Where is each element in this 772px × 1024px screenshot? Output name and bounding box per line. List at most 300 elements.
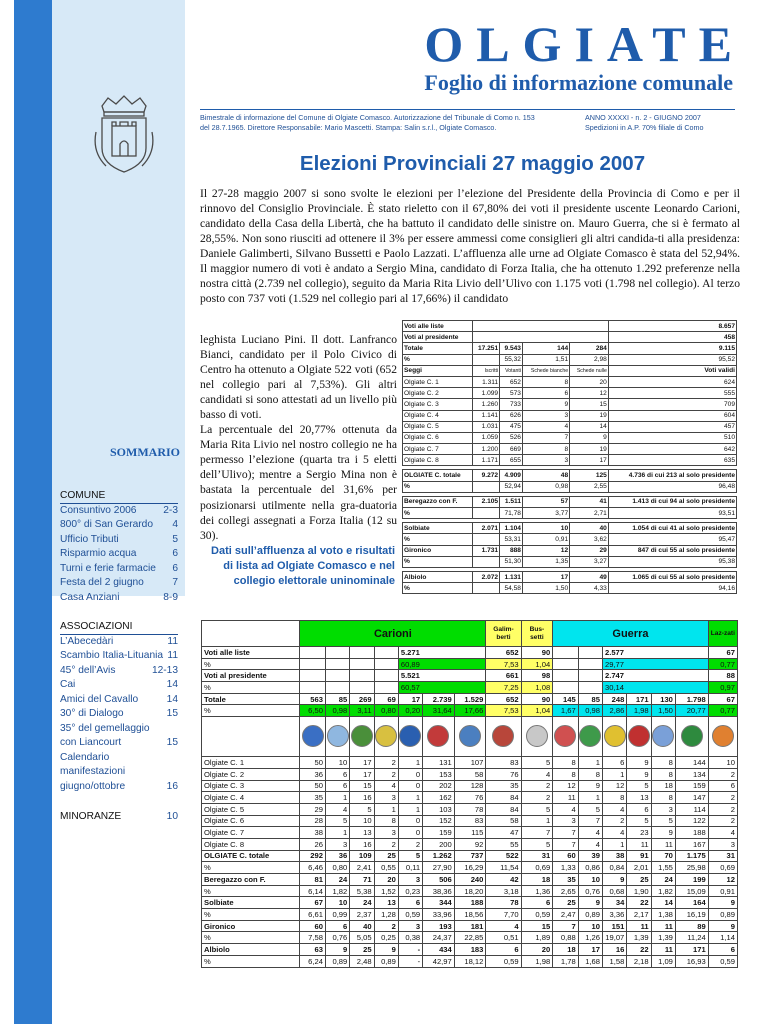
table-cell: 2,01 [627, 862, 651, 874]
table-cell: 1,08 [521, 682, 553, 694]
table-cell: 35 [486, 780, 521, 792]
contents-item[interactable] [60, 635, 178, 650]
contents-item[interactable] [60, 649, 178, 664]
table-cell: 24,37 [423, 932, 455, 944]
table-cell: 1.260 [472, 399, 499, 410]
table-cell: 0 [398, 780, 422, 792]
table-cell: 4 [603, 803, 627, 815]
table-cell-label: Olgiate C. 5 [202, 803, 300, 815]
table-cell: 2,47 [553, 909, 579, 921]
table-cell-label: Olgiate C. 8 [403, 455, 473, 466]
table-cell: 35 [553, 874, 579, 886]
table-cell: 38,36 [423, 885, 455, 897]
table-cell: 13 [627, 792, 651, 804]
table-cell: 292 [300, 850, 326, 862]
table-cell: 29 [570, 545, 609, 556]
table-cell: 2 [521, 792, 553, 804]
table-cell: 1,98 [627, 705, 651, 717]
table-cell: 115 [454, 827, 486, 839]
table-cell-value: 847 di cui 55 al solo presidente [608, 545, 736, 556]
table-cell: 25 [627, 874, 651, 886]
table-cell [300, 670, 326, 682]
table-cell: 3 [325, 838, 349, 850]
table-cell: 71,78 [500, 508, 523, 519]
table-cell: 92 [454, 838, 486, 850]
table-cell [578, 670, 602, 682]
table-cell-label: Beregazzo con F. [202, 874, 300, 886]
table-cell: 91 [627, 850, 651, 862]
table-cell: 60,57 [398, 682, 486, 694]
table-cell [300, 647, 326, 659]
table-cell [325, 682, 349, 694]
contents-item[interactable] [60, 810, 178, 825]
table-cell: 144 [675, 757, 708, 769]
table-cell: 2.739 [423, 693, 455, 705]
table-cell: 8 [651, 792, 675, 804]
table-cell: 83 [486, 757, 521, 769]
table-cell-label: Olgiate C. 6 [403, 432, 473, 443]
table-cell: 25,98 [675, 862, 708, 874]
table-cell: 3,27 [570, 556, 609, 567]
table-cell: 30,14 [603, 682, 709, 694]
table-cell: 40 [570, 523, 609, 534]
masthead-rule [200, 109, 735, 110]
table-row [202, 815, 738, 827]
carioni-header: Carioni [300, 621, 486, 647]
contents-list [60, 504, 178, 606]
table-cell: 11 [627, 838, 651, 850]
list-5-logo [399, 725, 421, 747]
table-cell: 1 [374, 803, 398, 815]
table-cell: 5 [325, 815, 349, 827]
table-cell: 9 [603, 874, 627, 886]
table-cell: 2,17 [627, 909, 651, 921]
table-cell: 16 [603, 944, 627, 956]
table-cell: 15,09 [675, 885, 708, 897]
table-cell-label: % [403, 534, 473, 545]
table-cell: 8 [578, 768, 602, 780]
table-cell-value: 642 [608, 444, 736, 455]
table-cell [553, 658, 579, 670]
guerra-header: Guerra [553, 621, 709, 647]
table-row [403, 432, 737, 443]
table-cell: 1,51 [522, 354, 569, 365]
table-cell: 109 [350, 850, 374, 862]
table-cell: 0,97 [708, 682, 737, 694]
list-16-logo [712, 725, 734, 747]
logo-cell [708, 717, 737, 757]
table-cell [350, 670, 374, 682]
contents-item[interactable] [60, 765, 178, 780]
table-cell: 20 [570, 376, 609, 387]
table-cell-label: Olgiate C. 7 [403, 444, 473, 455]
table-cell: 0,76 [578, 885, 602, 897]
table-cell: 1,38 [651, 909, 675, 921]
table-cell [325, 647, 349, 659]
table-cell: 183 [454, 944, 486, 956]
table-cell: 11,54 [486, 862, 521, 874]
table-cell: 0,86 [578, 862, 602, 874]
table-cell: 1,35 [522, 556, 569, 567]
table-cell: 76 [486, 768, 521, 780]
table-cell: 31 [521, 850, 553, 862]
logo-cell [486, 717, 521, 757]
table-cell [472, 508, 499, 519]
table-cell [374, 670, 398, 682]
table-row [202, 944, 738, 956]
table-cell-label: % [403, 556, 473, 567]
table-cell: 10 [522, 523, 569, 534]
table-cell: 0,91 [522, 534, 569, 545]
table-cell [325, 670, 349, 682]
table-cell: 17 [350, 757, 374, 769]
logo-cell [454, 717, 486, 757]
table-cell: 3,11 [350, 705, 374, 717]
table-cell: 22 [627, 897, 651, 909]
table-cell: 1,67 [553, 705, 579, 717]
issue-info [585, 113, 735, 133]
table-cell: 14 [651, 897, 675, 909]
table-cell: 88 [708, 670, 737, 682]
contents-item[interactable] [60, 707, 178, 722]
table-cell [553, 647, 579, 659]
table-cell: 153 [423, 768, 455, 780]
table-cell: 50 [300, 780, 326, 792]
contents-item[interactable] [60, 547, 178, 562]
list-9-logo [526, 725, 548, 747]
table-cell [374, 658, 398, 670]
table-row [202, 850, 738, 862]
table-cell: 128 [454, 780, 486, 792]
table-row [403, 534, 737, 545]
table-cell: 17 [350, 768, 374, 780]
table-cell: 17 [522, 571, 569, 582]
table-cell: 18,20 [454, 885, 486, 897]
table-cell: 2.072 [472, 571, 499, 582]
contents-item-title: giugno/ottobre [60, 780, 126, 792]
table-cell: 3 [651, 803, 675, 815]
issue-number: ANNO XXXXI - n. 2 - GIUGNO 2007 [585, 113, 701, 122]
table-cell: 0,77 [708, 705, 737, 717]
table-row [202, 693, 738, 705]
logo-cell [300, 717, 326, 757]
table-cell: 9 [708, 897, 737, 909]
table-cell: 9.543 [500, 343, 523, 354]
table-cell: 0,11 [398, 862, 422, 874]
table-cell: 652 [486, 647, 521, 659]
table-cell: 2.747 [603, 670, 709, 682]
table-cell: 1,50 [651, 705, 675, 717]
table-cell [374, 647, 398, 659]
table-cell: 7,53 [486, 705, 521, 717]
contents-item[interactable] [60, 736, 178, 751]
table-cell: 36 [325, 850, 349, 862]
table-cell: 69 [374, 693, 398, 705]
table-cell [300, 682, 326, 694]
table-cell: 2 [708, 768, 737, 780]
table-cell: 4,33 [570, 583, 609, 594]
table-cell [578, 682, 602, 694]
table-cell: 5 [521, 757, 553, 769]
table-cell: 6 [325, 920, 349, 932]
table-cell: 6 [627, 803, 651, 815]
table-cell-value: 709 [608, 399, 736, 410]
table-cell: 130 [651, 693, 675, 705]
table-cell: 5 [578, 803, 602, 815]
table-cell: 28 [300, 815, 326, 827]
table-cell: 7 [553, 838, 579, 850]
table-cell: 7 [522, 432, 569, 443]
article-headline: Elezioni Provinciali 27 maggio 2007 [299, 152, 646, 175]
contents-item[interactable] [60, 591, 178, 606]
table-cell: 12 [522, 545, 569, 556]
table-cell: 20 [521, 944, 553, 956]
table-cell: 6,46 [300, 862, 326, 874]
table-cell [325, 658, 349, 670]
table-cell: 0,69 [708, 862, 737, 874]
table-cell: 0,89 [374, 955, 398, 967]
table-cell: 13 [374, 897, 398, 909]
table-cell: 0,91 [708, 885, 737, 897]
table-cell: 42,97 [423, 955, 455, 967]
table-row [403, 455, 737, 466]
contents-page: 2-3 [163, 504, 178, 516]
table-row [202, 670, 738, 682]
table-cell: 24 [325, 874, 349, 886]
table-cell-value: 1.065 di cui 55 al solo presidente [608, 571, 736, 582]
table-cell: 6,14 [300, 885, 326, 897]
table-cell: 1 [398, 792, 422, 804]
table-cell: 3 [553, 815, 579, 827]
table-cell: 18 [521, 874, 553, 886]
table-cell: 0,20 [398, 705, 422, 717]
table-cell: 0 [398, 768, 422, 780]
table-cell: 3,77 [522, 508, 569, 519]
list-11-logo [579, 725, 601, 747]
table-cell: 0,80 [374, 705, 398, 717]
table-cell: 5 [651, 815, 675, 827]
table-cell: 19 [570, 444, 609, 455]
table-cell: 1.059 [472, 432, 499, 443]
table-cell: 122 [675, 815, 708, 827]
table-cell: 171 [675, 944, 708, 956]
contents-item-title: Amici del Cavallo [60, 693, 139, 705]
table-cell: - [398, 955, 422, 967]
contents-item[interactable] [60, 576, 178, 591]
logo-cell [325, 717, 349, 757]
table-cell: 5.271 [398, 647, 486, 659]
table-cell: 8 [553, 768, 579, 780]
contents-page: 11 [167, 650, 178, 661]
table-cell: 7 [578, 815, 602, 827]
table-cell: 8 [553, 757, 579, 769]
contents-item[interactable] [60, 664, 178, 679]
table-cell-label: % [202, 658, 300, 670]
table-cell-label: Olgiate C. 4 [403, 410, 473, 421]
table-cell: 2 [374, 768, 398, 780]
table-cell: 76 [454, 792, 486, 804]
table-cell: 70 [651, 850, 675, 862]
table-cell: 3,62 [570, 534, 609, 545]
table-cell: 193 [423, 920, 455, 932]
table-cell-label: Albiolo [403, 571, 473, 582]
table-cell: 1,50 [522, 583, 569, 594]
table-cell-label: Olgiate C. 8 [202, 838, 300, 850]
table-row [202, 658, 738, 670]
table-cell: 7,25 [486, 682, 521, 694]
table-cell: 9 [522, 399, 569, 410]
table-cell: 27,90 [423, 862, 455, 874]
table-cell: 4 [553, 803, 579, 815]
table-cell: 12 [553, 780, 579, 792]
contents-item[interactable] [60, 693, 178, 708]
table-cell-label: % [403, 354, 473, 365]
table-cell-value: 95,38 [608, 556, 736, 567]
table-cell-label: Solbiate [202, 897, 300, 909]
table-cell: 2,65 [553, 885, 579, 897]
contents-section-comune [60, 489, 178, 605]
table-cell: 1.511 [500, 496, 523, 507]
table-cell-label: Olgiate C. 1 [403, 376, 473, 387]
table-row [202, 705, 738, 717]
table-cell: 669 [500, 444, 523, 455]
logo-cell [374, 717, 398, 757]
table-cell: 1,58 [603, 955, 627, 967]
table-cell [472, 583, 499, 594]
list-10-logo [554, 725, 576, 747]
table-cell: 1,98 [521, 955, 553, 967]
table-cell: 1,90 [627, 885, 651, 897]
table-cell: 199 [675, 874, 708, 886]
table-cell: 1,33 [553, 862, 579, 874]
table-cell: 147 [675, 792, 708, 804]
list-4-logo [375, 725, 397, 747]
table-cell: 0,98 [578, 705, 602, 717]
table-row [403, 354, 737, 365]
table-cell: 888 [500, 545, 523, 556]
table-cell: 0,89 [708, 909, 737, 921]
table-cell: 60 [300, 920, 326, 932]
turnout-table [402, 320, 737, 594]
table-header-row [202, 621, 738, 647]
table-cell: 36 [300, 768, 326, 780]
table-cell: 202 [423, 780, 455, 792]
lazzati-header: Laz-zati [708, 621, 737, 647]
table-cell: 164 [675, 897, 708, 909]
table-cell: 1,28 [374, 909, 398, 921]
table-cell: 655 [500, 455, 523, 466]
contents-item[interactable] [60, 780, 178, 795]
table-cell: 0,59 [521, 909, 553, 921]
table-cell: 10 [578, 874, 602, 886]
table-cell: 103 [423, 803, 455, 815]
logo-cell [603, 717, 627, 757]
table-cell: 152 [423, 815, 455, 827]
table-cell: 652 [500, 376, 523, 387]
table-cell: 1.311 [472, 376, 499, 387]
table-cell-label: % [202, 682, 300, 694]
table-cell [472, 332, 608, 343]
table-row [403, 556, 737, 567]
table-cell: 2,98 [570, 354, 609, 365]
table-cell: 7 [553, 827, 579, 839]
table-cell: 134 [675, 768, 708, 780]
table-cell-value: 457 [608, 421, 736, 432]
table-cell: 5,05 [350, 932, 374, 944]
newspaper-title: OLGIATE [424, 16, 745, 72]
table-cell-value: 8.657 [608, 321, 736, 332]
table-cell: 42 [486, 874, 521, 886]
contents-item[interactable] [60, 562, 178, 577]
table-cell: 17 [570, 455, 609, 466]
table-cell: 1.104 [500, 523, 523, 534]
table-cell-label: % [202, 932, 300, 944]
corner-cell [202, 621, 300, 647]
table-cell: 1.262 [423, 850, 455, 862]
bussetti-header: Bus-setti [521, 621, 553, 647]
contents-item-title: Festa del 2 giugno [60, 577, 144, 588]
table-cell: 22 [627, 944, 651, 956]
table-cell: 9 [570, 432, 609, 443]
contents-page: 14 [166, 679, 178, 690]
table-cell-value: 4.736 di cui 213 al solo presidente [608, 470, 736, 481]
contents-item[interactable] [60, 533, 178, 548]
table-cell: 1 [578, 757, 602, 769]
table-cell: 4 [578, 827, 602, 839]
contents-item[interactable] [60, 504, 178, 519]
table-row [202, 885, 738, 897]
table-cell: 1.141 [472, 410, 499, 421]
table-cell: 2.577 [603, 647, 709, 659]
contents-item-title: Scambio Italia-Lituania [60, 650, 164, 661]
table-row [403, 444, 737, 455]
table-cell: 6 [325, 780, 349, 792]
contents-item[interactable] [60, 518, 178, 533]
table-cell: 6 [603, 757, 627, 769]
table-cell: 159 [423, 827, 455, 839]
table-cell: 733 [500, 399, 523, 410]
sidebar-stripe [14, 0, 52, 1024]
table-cell: 0,98 [325, 705, 349, 717]
list-12-logo [604, 725, 626, 747]
table-row [202, 897, 738, 909]
table-cell: 1.131 [500, 571, 523, 582]
table-cell: 1,68 [578, 955, 602, 967]
table-cell: 4 [578, 838, 602, 850]
table-cell: 23 [627, 827, 651, 839]
contents-item[interactable] [60, 751, 178, 766]
table-cell: Votanti [500, 365, 523, 376]
contents-item[interactable] [60, 722, 178, 737]
table-cell: 3,18 [486, 885, 521, 897]
table-cell-label: Voti alle liste [403, 321, 473, 332]
contents-item[interactable] [60, 678, 178, 693]
table-cell: 11 [627, 920, 651, 932]
contents-item-title: Consuntivo 2006 [60, 504, 137, 516]
table-row [202, 932, 738, 944]
table-cell: 1,36 [521, 885, 553, 897]
corner-cell [202, 717, 300, 757]
table-cell: 6 [325, 768, 349, 780]
table-cell: 17.251 [472, 343, 499, 354]
table-cell: 6,24 [300, 955, 326, 967]
table-cell: 3,36 [603, 909, 627, 921]
contents-page: 11 [167, 635, 178, 647]
table-cell-label: Olgiate C. 4 [202, 792, 300, 804]
table-cell: 0,51 [486, 932, 521, 944]
table-cell [300, 658, 326, 670]
table-cell: 78 [486, 897, 521, 909]
